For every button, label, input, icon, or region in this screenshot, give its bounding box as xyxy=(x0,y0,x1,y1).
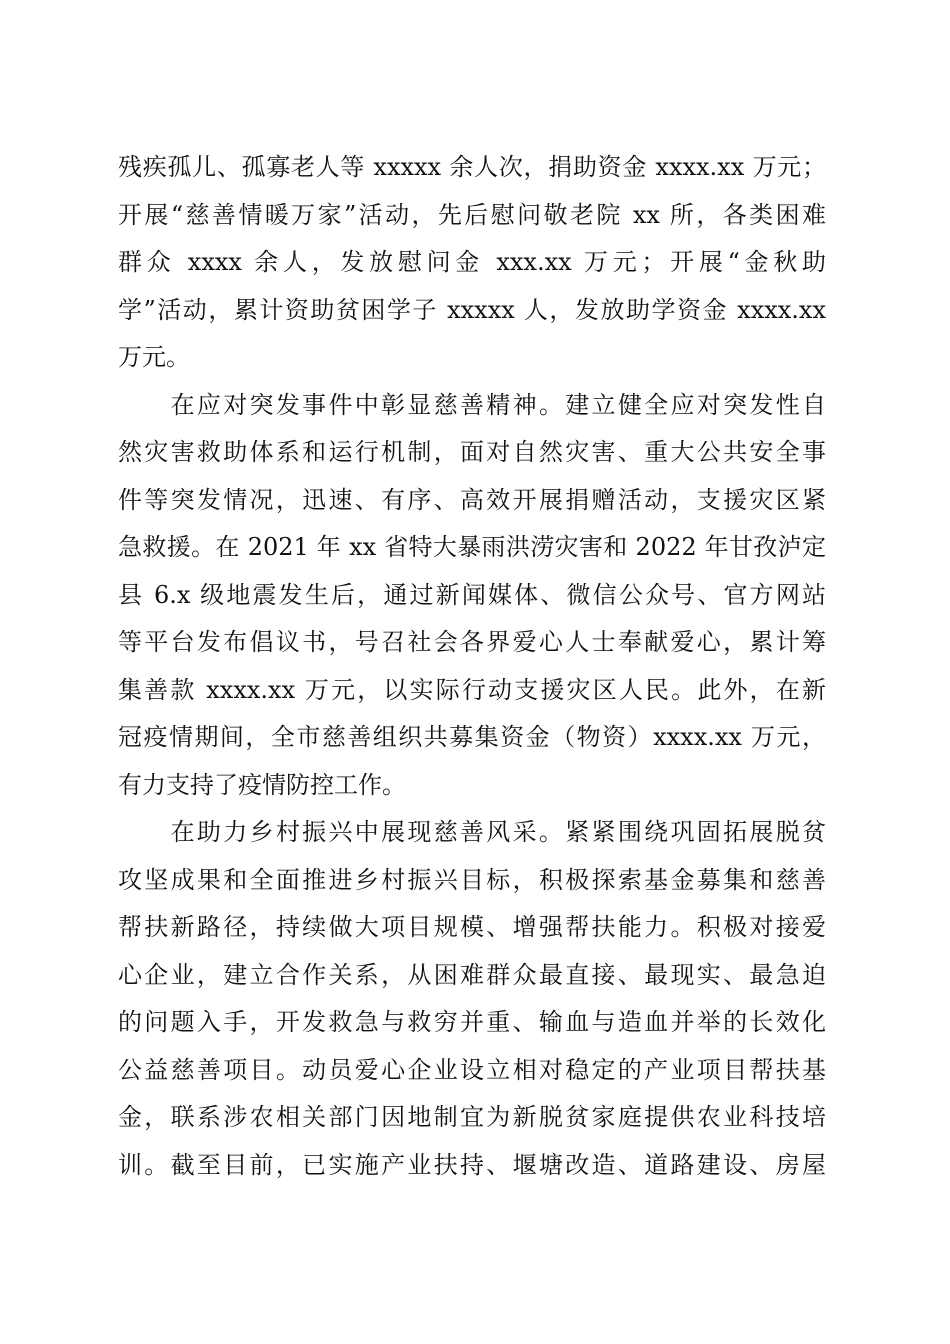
text-line: 的问题入手，开发救急与救穷并重、输血与造血并举的长效化 xyxy=(118,1008,826,1036)
text-line: 群众 xxxx 余人，发放慰问金 xxx.xx 万元；开展“金秋助 xyxy=(118,248,826,276)
text-line: 县 6.x 级地震发生后，通过新闻媒体、微信公众号、官方网站 xyxy=(118,580,826,609)
text-line: 残疾孤儿、孤寡老人等 xxxxx 余人次，捐助资金 xxxx.xx 万元； xyxy=(118,153,826,181)
text-line: 等平台发布倡议书，号召社会各界爱心人士奉献爱心，累计筹 xyxy=(118,628,826,656)
text-line: 件等突发情况，迅速、有序、高效开展捐赠活动，支援灾区紧 xyxy=(118,485,826,514)
text-line: 金，联系涉农相关部门因地制宜为新脱贫家庭提供农业科技培 xyxy=(118,1103,826,1131)
text-line: 帮扶新路径，持续做大项目规模、增强帮扶能力。积极对接爱 xyxy=(118,913,826,941)
text-line: 冠疫情期间，全市慈善组织共募集资金（物资）xxxx.xx 万元， xyxy=(118,723,826,751)
text-line: 急救援。在 2021 年 xx 省特大暴雨洪涝灾害和 2022 年甘孜泸定 xyxy=(118,533,826,561)
text-line: 然灾害救助体系和运行机制，面对自然灾害、重大公共安全事 xyxy=(118,438,826,466)
paragraph-start-line: 在应对突发事件中彰显慈善精神。建立健全应对突发性自 xyxy=(118,390,826,419)
text-line: 心企业，建立合作关系，从困难群众最直接、最现实、最急迫 xyxy=(118,960,826,989)
body-text xyxy=(118,144,826,1189)
text-line: 训。截至目前，已实施产业扶持、堰塘改造、道路建设、房屋 xyxy=(118,1150,826,1179)
paragraph-start-line: 在助力乡村振兴中展现慈善风采。紧紧围绕巩固拓展脱贫 xyxy=(118,818,826,846)
text-line: 有力支持了疫情防控工作。 xyxy=(118,770,406,799)
text-line: 万元。 xyxy=(118,343,190,371)
text-line: 学”活动，累计资助贫困学子 xxxxx 人，发放助学资金 xxxx.xx xyxy=(118,295,826,324)
text-line: 攻坚成果和全面推进乡村振兴目标，积极探索基金募集和慈善 xyxy=(118,865,826,894)
text-line: 公益慈善项目。动员爱心企业设立相对稳定的产业项目帮扶基 xyxy=(118,1055,826,1084)
text-line: 开展“慈善情暖万家”活动，先后慰问敬老院 xx 所，各类困难 xyxy=(118,200,826,229)
text-line: 集善款 xxxx.xx 万元，以实际行动支援灾区人民。此外，在新 xyxy=(118,675,826,704)
